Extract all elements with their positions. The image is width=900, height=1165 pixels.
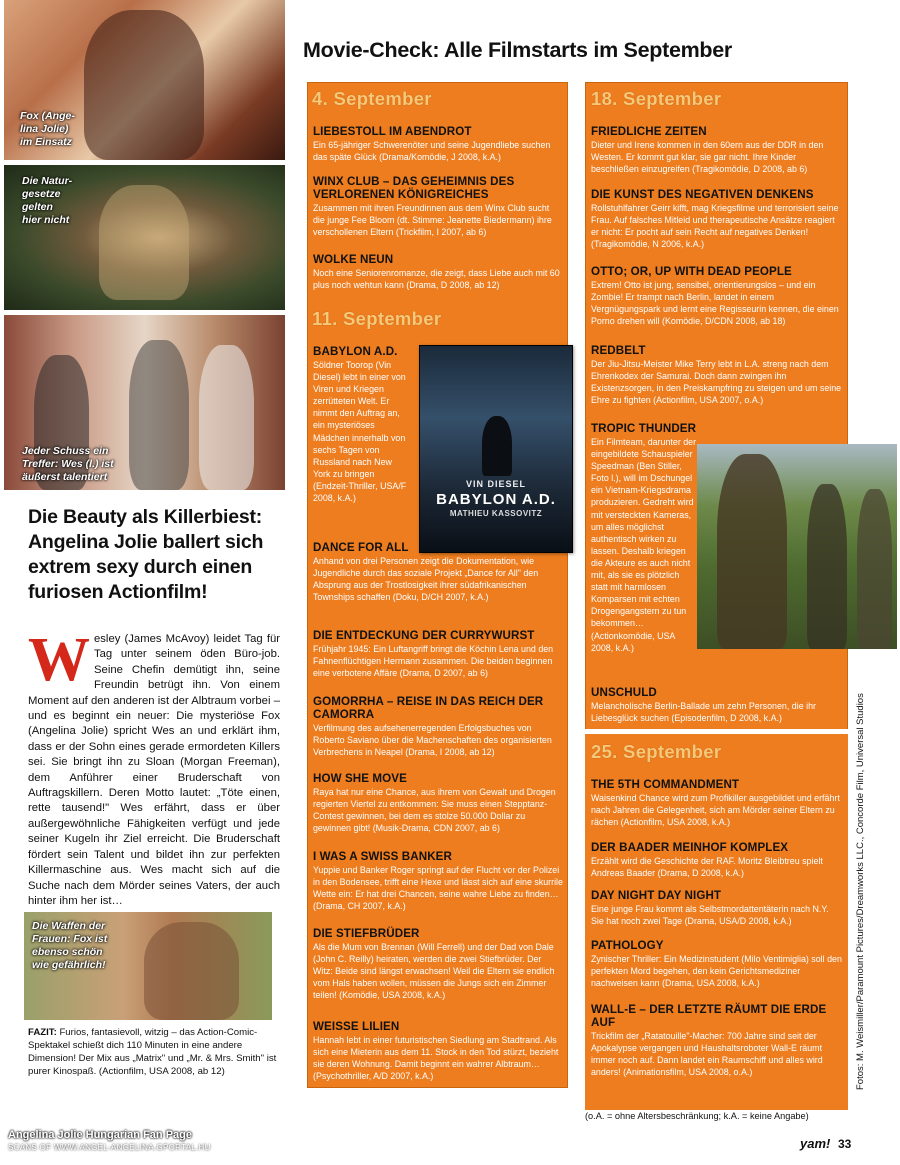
article-text: esley (James McAvoy) leidet Tag für Tag unter seinem öden Büro-job. Seine Chefin demütigt ihn, seine Freundin betrügt ihn. Von einem Moment auf den anderen ist der Albtraum vorbei – und es beginnt ein neuer: Die mysteriöse Fox (Angelina Jolie) spricht Wes an und erklärt ihm, dass er der Sohn eines gerade ermordeten Killers sei. Sie bringt ihn zu Sloan (Morgan Freeman), dem Anführer einer Bruderschaft von Auftragskillern. Deren Motto lautet: „Töte einen, rette tausend!" Wes erfährt, dass er über außergewöhnliche Fähigkeiten verfügt und jede seiner Kugeln ihr Ziel erreicht. Die Bruderschaft fördert sein Talent und bildet ihn zur perfekten Killermaschine aus. Wes macht sich auf die Suche nach dem Mörder seines Vaters, der auch hinter ihm her ist… <box>28 633 280 907</box>
movie-description: Raya hat nur eine Chance, aus ihrem von Gewalt und Drogen regierten Viertel zu entkommen: Sie muss einen Stepptanz-Contest gewinnen, bei dem es stolze 50.000 Dollar zu gewinnen gibt! (Musik-Drama, CDN 2007, ab 6) <box>313 787 556 834</box>
movie-title: FRIEDLICHE ZEITEN <box>591 125 707 138</box>
photo-credits: Fotos: M. Weismiller/Paramount Pictures/Dreamworks LLC., Concorde Film, Universal Studios <box>855 693 866 1090</box>
movie-entry <box>591 188 843 250</box>
movie-entry <box>591 889 843 927</box>
poster-actor: VIN DIESEL <box>465 479 526 489</box>
movie-title: WEISSE LILIEN <box>313 1020 400 1033</box>
movie-description: Noch eine Seniorenromanze, die zeigt, dass Liebe auch mit 60 plus noch wehtun kann (Drama, D 2008, ab 12) <box>313 268 560 291</box>
movie-entry <box>591 344 843 406</box>
movie-description: Erzählt wird die Geschichte der RAF. Moritz Bleibtreu spielt Andreas Baader (Drama, D 2008, k.A.) <box>591 856 823 879</box>
movie-description: Trickfilm der „Ratatouille"-Macher: 700 Jahre sind seit der Apokalypse vergangen und Haushaltsroboter Wall-E räumt immer noch auf. Dann landet ein Raumschiff und alles wird anders! (Animationsfilm, USA 2008, o.A.) <box>591 1031 823 1078</box>
movie-entry <box>591 686 843 724</box>
movie-title: WALL-E – DER LETZTE RÄUMT DIE ERDE AUF <box>591 1003 827 1029</box>
movie-title: REDBELT <box>591 344 646 357</box>
date-heading: 18. September <box>591 88 722 109</box>
movie-entry <box>313 695 563 758</box>
movie-title: THE 5TH COMMANDMENT <box>591 778 740 791</box>
photo-figure <box>144 922 239 1020</box>
movie-description: Zusammen mit ihren Freundinnen aus dem Winx Club sucht die junge Fee Bloom (dt. Stimme: Jeanette Biedermann) ihre verschollenen Eltern (Trickfilm, I 2007, ab 6) <box>313 203 552 238</box>
date-heading: 4. September <box>312 88 432 109</box>
poster-director: MATHIEU KASSOVITZ <box>449 509 543 518</box>
movie-title: DIE KUNST DES NEGATIVEN DENKENS <box>591 188 814 201</box>
movie-entry <box>313 345 411 504</box>
fazit-summary <box>28 1026 280 1078</box>
babylon-ad-poster <box>419 345 573 553</box>
movie-title: TROPIC THUNDER <box>591 422 697 435</box>
movie-title: WINX CLUB – DAS GEHEIMNIS DES VERLORENEN KÖNIGREICHES <box>313 175 515 201</box>
photo-caption: Jeder Schuss ein Treffer: Wes (l.) ist äußerst talentiert <box>22 445 114 483</box>
movie-title: DAY NIGHT DAY NIGHT <box>591 889 722 902</box>
photo-caption: Fox (Ange- lina Jolie) im Einsatz <box>20 110 75 148</box>
movie-title: OTTO; OR, UP WITH DEAD PEOPLE <box>591 265 792 278</box>
page-number: 33 <box>838 1137 852 1151</box>
movie-entry <box>591 939 843 989</box>
photo-figure <box>807 484 847 649</box>
movie-title: DIE ENTDECKUNG DER CURRYWURST <box>313 629 535 642</box>
movie-entry <box>313 541 563 603</box>
photo-fox-in-action <box>4 0 285 160</box>
fazit-text: Furios, fantasievoll, witzig – das Action-Comic-Spektakel schießt dich 110 Minuten in eine andere Dimension! Der Mix aus „Matrix" und „Mr. & Mrs. Smith" ist purer Kinospaß. (Actionfilm, USA 2008, ab 12) <box>28 1027 277 1077</box>
movie-description: Extrem! Otto ist jung, sensibel, orientierungslos – und ein Zombie! Er trampt nach Berlin, landet in einem Vergnügungspark und lernt eine Regisseurin kennen, die einen Porno drehen will (Komödie, D/CDN 2008, ab 18) <box>591 280 839 327</box>
movie-description: Der Jiu-Jitsu-Meister Mike Terry lebt in L.A. streng nach dem Ehrenkodex der Samurai. Doch dann zwingen ihn Existenzsorgen, in den Preiskampfring zu steigen und um seine Ehre zu fighten (Actionfilm, USA 2007, o.A.) <box>591 359 842 406</box>
movie-title: HOW SHE MOVE <box>313 772 407 785</box>
movie-description: Söldner Toorop (Vin Diesel) lebt in einer von Viren und Kriegen zerrütteten Welt. Er nimmt den Auftrag an, ein mysteriöses Mädchen innerhalb von sechs Tagen von Russland nach New York zu bringen (Endzeit-Thriller, USA/F 2008, k.A.) <box>313 360 407 504</box>
movie-entry <box>313 850 563 912</box>
photo-figure <box>857 489 892 649</box>
movie-entry <box>591 422 697 654</box>
movie-entry <box>591 778 843 828</box>
photo-shattered-glass <box>4 165 285 310</box>
watermark-url: SCANS OF WWW.ANGEL-ANGELINA.GPORTAL.HU <box>8 1143 211 1152</box>
movie-description: Dieter und Irene kommen in den 60ern aus der DDR in den Westen. Er kommt gut klar, sie gar nicht. Ihre Kinder beschließen einzugreifen (Tragikomödie, D 2008, ab 6) <box>591 140 824 175</box>
movie-entry <box>313 629 563 679</box>
photo-figure <box>717 454 787 649</box>
movie-title: BABYLON A.D. <box>313 345 398 358</box>
poster-title: BABYLON A.D. <box>436 491 556 508</box>
movie-description: Als die Mum von Brennan (Will Ferrell) und der Dad von Dale (John C. Reilly) heiraten, werden die zwei Stiefbrüder. Der Witz: Beide sind längst erwachsen! Weil die Eltern sie endlich vom Hals haben wollen, müssen die Jungs sich ein Zimmer teilen! (Komödie, USA 2008, k.A.) <box>313 942 555 1001</box>
movie-description: Ein 65-jähriger Schwerenöter und seine Jugendliebe suchen das späte Glück (Drama/Komödie, J 2008, k.A.) <box>313 140 551 163</box>
magazine-logo: yam! <box>800 1136 831 1151</box>
photo-figure <box>84 10 204 160</box>
fazit-label: FAZIT: <box>28 1027 57 1038</box>
date-heading: 11. September <box>312 308 442 329</box>
box-separator <box>585 729 848 734</box>
date-heading: 25. September <box>591 741 722 762</box>
movie-entry <box>591 125 843 175</box>
article-headline: Die Beauty als Killerbiest: Angelina Jolie ballert sich extrem sexy durch einen furiosen Actionfilm! <box>28 506 264 603</box>
movie-title: GOMORRHA – REISE IN DAS REICH DER CAMORRA <box>313 695 544 721</box>
photo-figure <box>129 340 189 490</box>
movie-title: DIE STIEFBRÜDER <box>313 927 420 940</box>
article-body <box>28 626 280 909</box>
movie-title: PATHOLOGY <box>591 939 664 952</box>
photo-caption: Die Natur- gesetze gelten hier nicht <box>22 175 73 226</box>
movie-entry <box>591 841 843 879</box>
movie-title: DER BAADER MEINHOF KOMPLEX <box>591 841 789 854</box>
movie-title: I WAS A SWISS BANKER <box>313 850 452 863</box>
movie-description: Ein Filmteam, darunter der eingebildete Schauspieler Speedman (Ben Stiller, Foto l.), will im Dschungel ein Vietnam-Kriegsdrama produzieren. Gedreht wird mit versteckten Kameras, um alles möglichst authentisch wirken zu lassen. Deshalb kriegen die Akteure es auch nicht mit, als sie es plötzlich statt mit harmlosen Komparsen mit echten Drogengangstern zu tun bekommen… (Actionkomödie, USA 2008, k.A.) <box>591 437 697 653</box>
movie-entry <box>313 175 563 238</box>
movie-description: Verfilmung des aufsehenerregenden Erfolgsbuches von Roberto Saviano über die Machenschaften des organisierten Verbrechens in Neapel (Drama, I 2008, ab 12) <box>313 723 552 758</box>
movie-entry <box>591 1003 843 1078</box>
movie-title: WOLKE NEUN <box>313 253 394 266</box>
drop-cap: W <box>28 626 90 694</box>
movie-description: Zynischer Thriller: Ein Medizinstudent (Milo Ventimiglia) soll den perfekten Mord begehen, den kein Gerichtsmediziner nachweisen kann (Drama, USA 2008, k.A.) <box>591 954 842 989</box>
poster-figure <box>482 416 512 476</box>
movie-description: Eine junge Frau kommt als Selbstmordattentäterin nach N.Y. Sie hat noch zwei Tage (Drama, USA/D 2008, k.A.) <box>591 904 829 927</box>
movie-entry <box>591 265 843 327</box>
photo-shooting-scene <box>4 315 285 490</box>
watermark-title: Angelina Jolie Hungarian Fan Page <box>8 1129 192 1141</box>
tropic-thunder-photo <box>697 444 897 649</box>
movie-entry <box>313 253 563 291</box>
movie-description: Hannah lebt in einer futuristischen Siedlung am Stadtrand. Als sich eine Mieterin aus dem 11. Stock in den Tod stürzt, bezieht sie deren Wohnung. Damit beginnt ein wahrer Albtraum… (Psychothriller, A/D 2007, k.A.) <box>313 1035 559 1082</box>
movie-entry <box>313 927 563 1001</box>
photo-figure <box>99 185 189 300</box>
photo-caption: Die Waffen der Frauen: Fox ist ebenso schön wie gefährlich! <box>32 920 108 971</box>
movie-entry <box>313 1020 563 1082</box>
age-rating-footnote: (o.A. = ohne Altersbeschränkung; k.A. = keine Angabe) <box>585 1111 809 1121</box>
movie-entry <box>313 772 563 834</box>
movie-description: Rollstuhlfahrer Geirr kifft, mag Kriegsfilme und terrorisiert seine Frau. Auf falsches Mitleid und therapeutische Ansätze reagiert er nicht: Er pocht auf sein Recht auf negatives Denken! (Tragikomödie, N 2006, k.A.) <box>591 203 839 250</box>
movie-description: Anhand von drei Personen zeigt die Dokumentation, wie Jugendliche durch das soziale Projekt „Dance for All" den Absprung aus der Trostlosigkeit ihrer südafrikanischen Townships schaffen (Doku, D/CH 2007, k.A.) <box>313 556 539 603</box>
movie-description: Waisenkind Chance wird zum Profikiller ausgebildet und erfährt nach Jahren die Gelegenheit, sich am Mörder seiner Eltern zu rächen (Actionfilm, USA 2008, k.A.) <box>591 793 840 828</box>
movie-description: Yuppie und Banker Roger springt auf der Flucht vor der Polizei in den Bodensee, trifft eine Hexe und lässt sich auf eine skurrile Wette ein: Er hat drei Chancen, seine wahre Liebe zu finden… (Drama, CH 2007, k.A.) <box>313 865 563 912</box>
movie-description: Melancholische Berlin-Ballade um zehn Personen, die ihr Liebesglück suchen (Episodenfilm, D 2008, k.A.) <box>591 701 816 724</box>
movie-title: LIEBESTOLL IM ABENDROT <box>313 125 472 138</box>
photo-tattoo-back <box>24 912 272 1020</box>
photo-figure <box>199 345 254 490</box>
page-title: Movie-Check: Alle Filmstarts im September <box>303 38 732 62</box>
movie-title: UNSCHULD <box>591 686 657 699</box>
movie-description: Frühjahr 1945: Ein Luftangriff bringt die Köchin Lena und den Fahnenflüchtigen Hermann zusammen. Die beiden beginnen eine verbotene Affäre (Drama, D 2007, ab 6) <box>313 644 554 679</box>
movie-entry <box>313 125 563 163</box>
movie-title: DANCE FOR ALL <box>313 541 409 554</box>
